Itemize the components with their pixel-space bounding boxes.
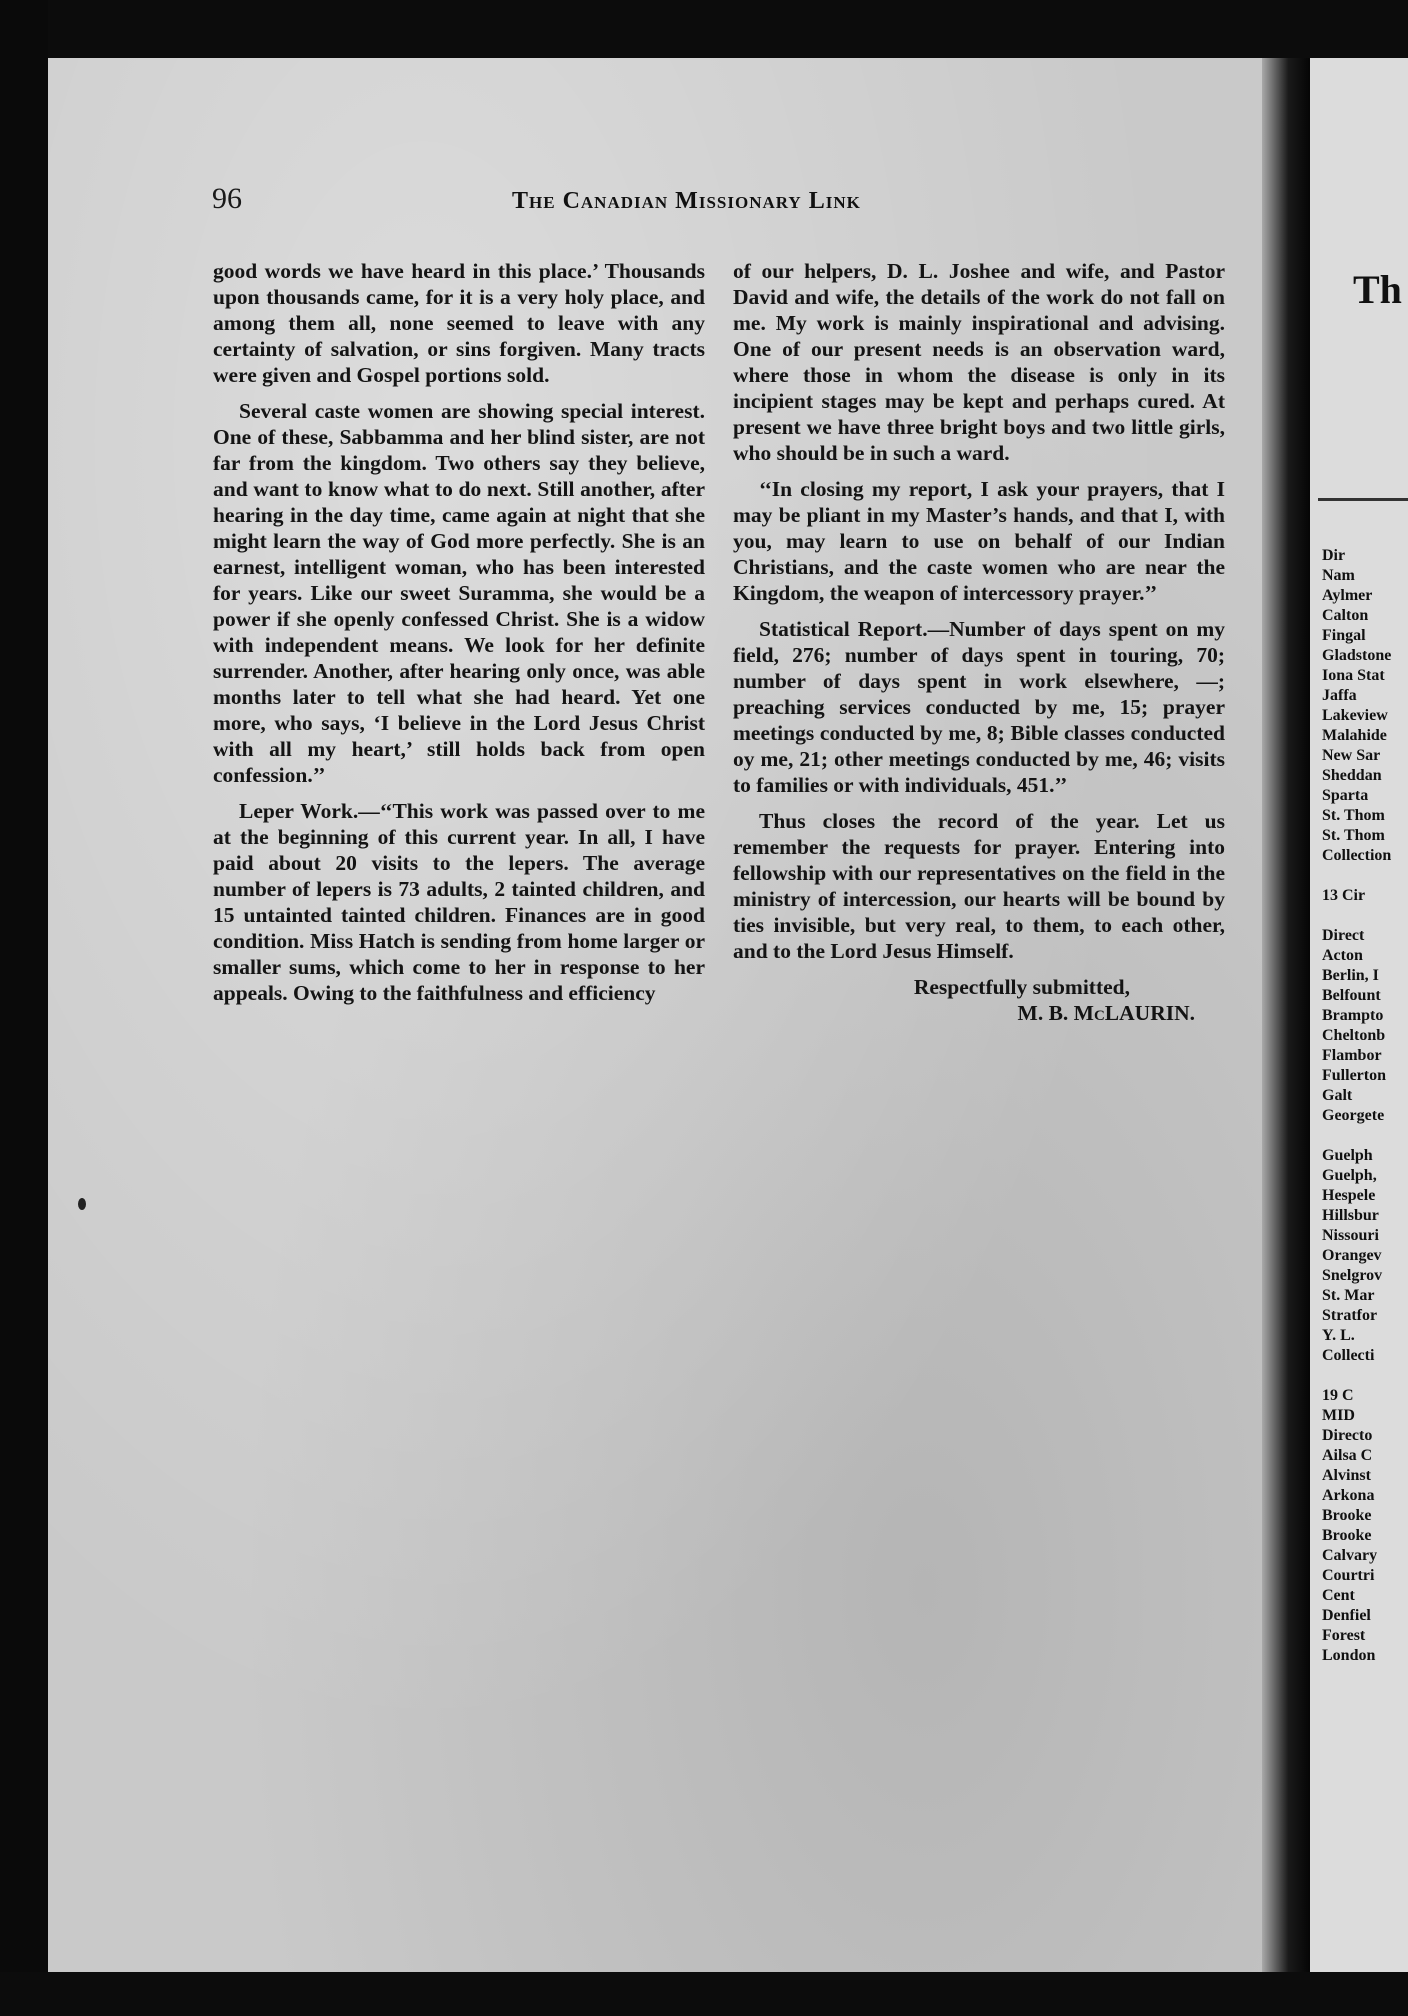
list-item: Berlin, I bbox=[1322, 967, 1379, 984]
list-item: Georgete bbox=[1322, 1107, 1385, 1124]
scan-border-top bbox=[0, 0, 1408, 58]
book-gutter bbox=[1262, 58, 1310, 1972]
list-item: Jaffa bbox=[1322, 687, 1357, 704]
list-item: Collecti bbox=[1322, 1347, 1375, 1364]
list-item: Dir bbox=[1322, 547, 1346, 564]
list-item: Collection bbox=[1322, 847, 1392, 864]
list-gap bbox=[1322, 1126, 1391, 1146]
list-item: Aylmer bbox=[1322, 587, 1373, 604]
list-item: St. Mar bbox=[1322, 1287, 1375, 1304]
list-item: Calvary bbox=[1322, 1547, 1378, 1564]
list-item: Ailsa C bbox=[1322, 1447, 1373, 1464]
list-item: Alvinst bbox=[1322, 1467, 1371, 1484]
paragraph: Leper Work.—‘‘This work was passed over to me at the beginning of this current year. In all, I have paid about 20 visits to the lepers. The average number of lepers is 73 adults, 2 tainted children, and 15 untainted tainted children. Finances are in good condition. Miss Hatch is sending from home larger or smaller sums, which come to her in response to her appeals. Owing to the faithfulness and efficiency bbox=[213, 799, 705, 1005]
list-item: Brooke bbox=[1322, 1507, 1372, 1524]
list-item: Sparta bbox=[1322, 787, 1369, 804]
list-item: Guelph, bbox=[1322, 1167, 1377, 1184]
facing-page-title: Th bbox=[1353, 267, 1402, 312]
list-item: Arkona bbox=[1322, 1487, 1375, 1504]
paragraph: Statistical Report.—Number of days spent on my field, 276; number of days spent in touring, 70; number of days spent in work elsewhere, —; preaching services conducted by me, 15; prayer meetings conducted by me, 8; Bible classes conducted oy me, 21; other meetings conducted by me, 46; visits to families or with individuals, 451.’’ bbox=[733, 617, 1225, 797]
list-item: Nissouri bbox=[1322, 1227, 1379, 1244]
paragraph: Thus closes the record of the year. Let us remember the requests for prayer. Entering into fellowship with our representatives on the field in the ministry of intercession, our hearts will be bound by ties invisible, but very real, to them, to each other, and to the Lord Jesus Himself. bbox=[733, 809, 1225, 963]
list-item: New Sar bbox=[1322, 747, 1381, 764]
list-gap bbox=[1322, 866, 1391, 886]
list-item: Courtri bbox=[1322, 1567, 1375, 1584]
list-item: 13 Cir bbox=[1322, 887, 1366, 904]
facing-page bbox=[1310, 58, 1408, 1972]
list-gap bbox=[1322, 906, 1391, 926]
left-column bbox=[213, 258, 705, 1016]
signature-name: M. B. McLAURIN. bbox=[1017, 1001, 1195, 1025]
list-item: Acton bbox=[1322, 947, 1363, 964]
list-item: Forest bbox=[1322, 1627, 1366, 1644]
list-item: Orangev bbox=[1322, 1247, 1382, 1264]
list-item: Gladstone bbox=[1322, 647, 1392, 664]
signature-block bbox=[733, 974, 1225, 1026]
list-item: St. Thom bbox=[1322, 807, 1385, 824]
list-item: Nam bbox=[1322, 567, 1355, 584]
paragraph: Several caste women are showing special interest. One of these, Sabbamma and her blind sister, are not far from the kingdom. Two others say they believe, and want to know what to do next. Still another, after hearing in the day time, came again at night that she might learn the way of God more perfectly. She is an earnest, intelligent woman, who has been interested for years. Like our sweet Suramma, she would be a power if she openly confessed Christ. She is a widow with independent means. We look for her definite surrender. Another, after hearing only once, was able months later to tell what she had heard. Yet one more, who says, ‘I believe in the Lord Jesus Christ with all my heart,’ still holds back from open confession.’’ bbox=[213, 399, 705, 787]
list-item: Iona Stat bbox=[1322, 667, 1385, 684]
list-item: St. Thom bbox=[1322, 827, 1385, 844]
list-item: Snelgrov bbox=[1322, 1267, 1383, 1284]
list-item: Cent bbox=[1322, 1587, 1355, 1604]
list-gap bbox=[1322, 1366, 1391, 1386]
list-item: Fullerton bbox=[1322, 1067, 1386, 1084]
list-item: Fingal bbox=[1322, 627, 1366, 644]
journal-title: The Canadian Missionary Link bbox=[512, 188, 861, 214]
ink-blot bbox=[78, 1198, 86, 1210]
list-item: Sheddan bbox=[1322, 767, 1382, 784]
list-item: London bbox=[1322, 1647, 1376, 1664]
list-item: Belfount bbox=[1322, 987, 1381, 1004]
list-item: Hespele bbox=[1322, 1187, 1376, 1204]
list-item: MID bbox=[1322, 1407, 1355, 1424]
closing-salutation: Respectfully submitted, bbox=[913, 975, 1130, 999]
paragraph: good words we have heard in this place.’ Thousands upon thousands came, for it is a very holy place, and among them all, none seemed to leave with any certainty of salvation, or sins forgiven. Many tracts were given and Gospel portions sold. bbox=[213, 259, 705, 387]
list-item: Flambor bbox=[1322, 1047, 1382, 1064]
list-item: Y. L. bbox=[1322, 1327, 1355, 1344]
list-item: Cheltonb bbox=[1322, 1027, 1386, 1044]
list-item: 19 C bbox=[1322, 1387, 1354, 1404]
list-item: Hillsbur bbox=[1322, 1207, 1379, 1224]
paragraph: of our helpers, D. L. Joshee and wife, and Pastor David and wife, the details of the work do not fall on me. My work is mainly inspirational and advising. One of our present needs is an observation ward, where those in whom the disease is only in its incipient stages may be kept and perhaps cured. At present we have three bright boys and two little girls, who should be in such a ward. bbox=[733, 259, 1225, 465]
list-item: Brampto bbox=[1322, 1007, 1384, 1024]
page-number: 96 bbox=[212, 182, 242, 215]
running-head bbox=[212, 182, 1222, 222]
list-item: Direct bbox=[1322, 927, 1365, 944]
list-item: Guelph bbox=[1322, 1147, 1373, 1164]
list-item: Galt bbox=[1322, 1087, 1353, 1104]
right-column bbox=[733, 258, 1225, 1026]
scan-border-left bbox=[0, 0, 48, 2016]
divider bbox=[1318, 498, 1408, 501]
scan-border-bottom bbox=[0, 1972, 1408, 2016]
paragraph: ‘‘In closing my report, I ask your prayers, that I may be pliant in my Master’s hands, and that I, with you, may learn to use on behalf of our Indian Christians, and the caste women who are near the Kingdom, the weapon of intercessory prayer.’’ bbox=[733, 477, 1225, 605]
list-item: Calton bbox=[1322, 607, 1369, 624]
list-item: Malahide bbox=[1322, 727, 1387, 744]
list-item: Brooke bbox=[1322, 1527, 1372, 1544]
list-item: Denfiel bbox=[1322, 1607, 1371, 1624]
facing-page-list bbox=[1322, 546, 1391, 1666]
list-item: Lakeview bbox=[1322, 707, 1388, 724]
list-item: Stratfor bbox=[1322, 1307, 1378, 1324]
list-item: Directo bbox=[1322, 1427, 1373, 1444]
